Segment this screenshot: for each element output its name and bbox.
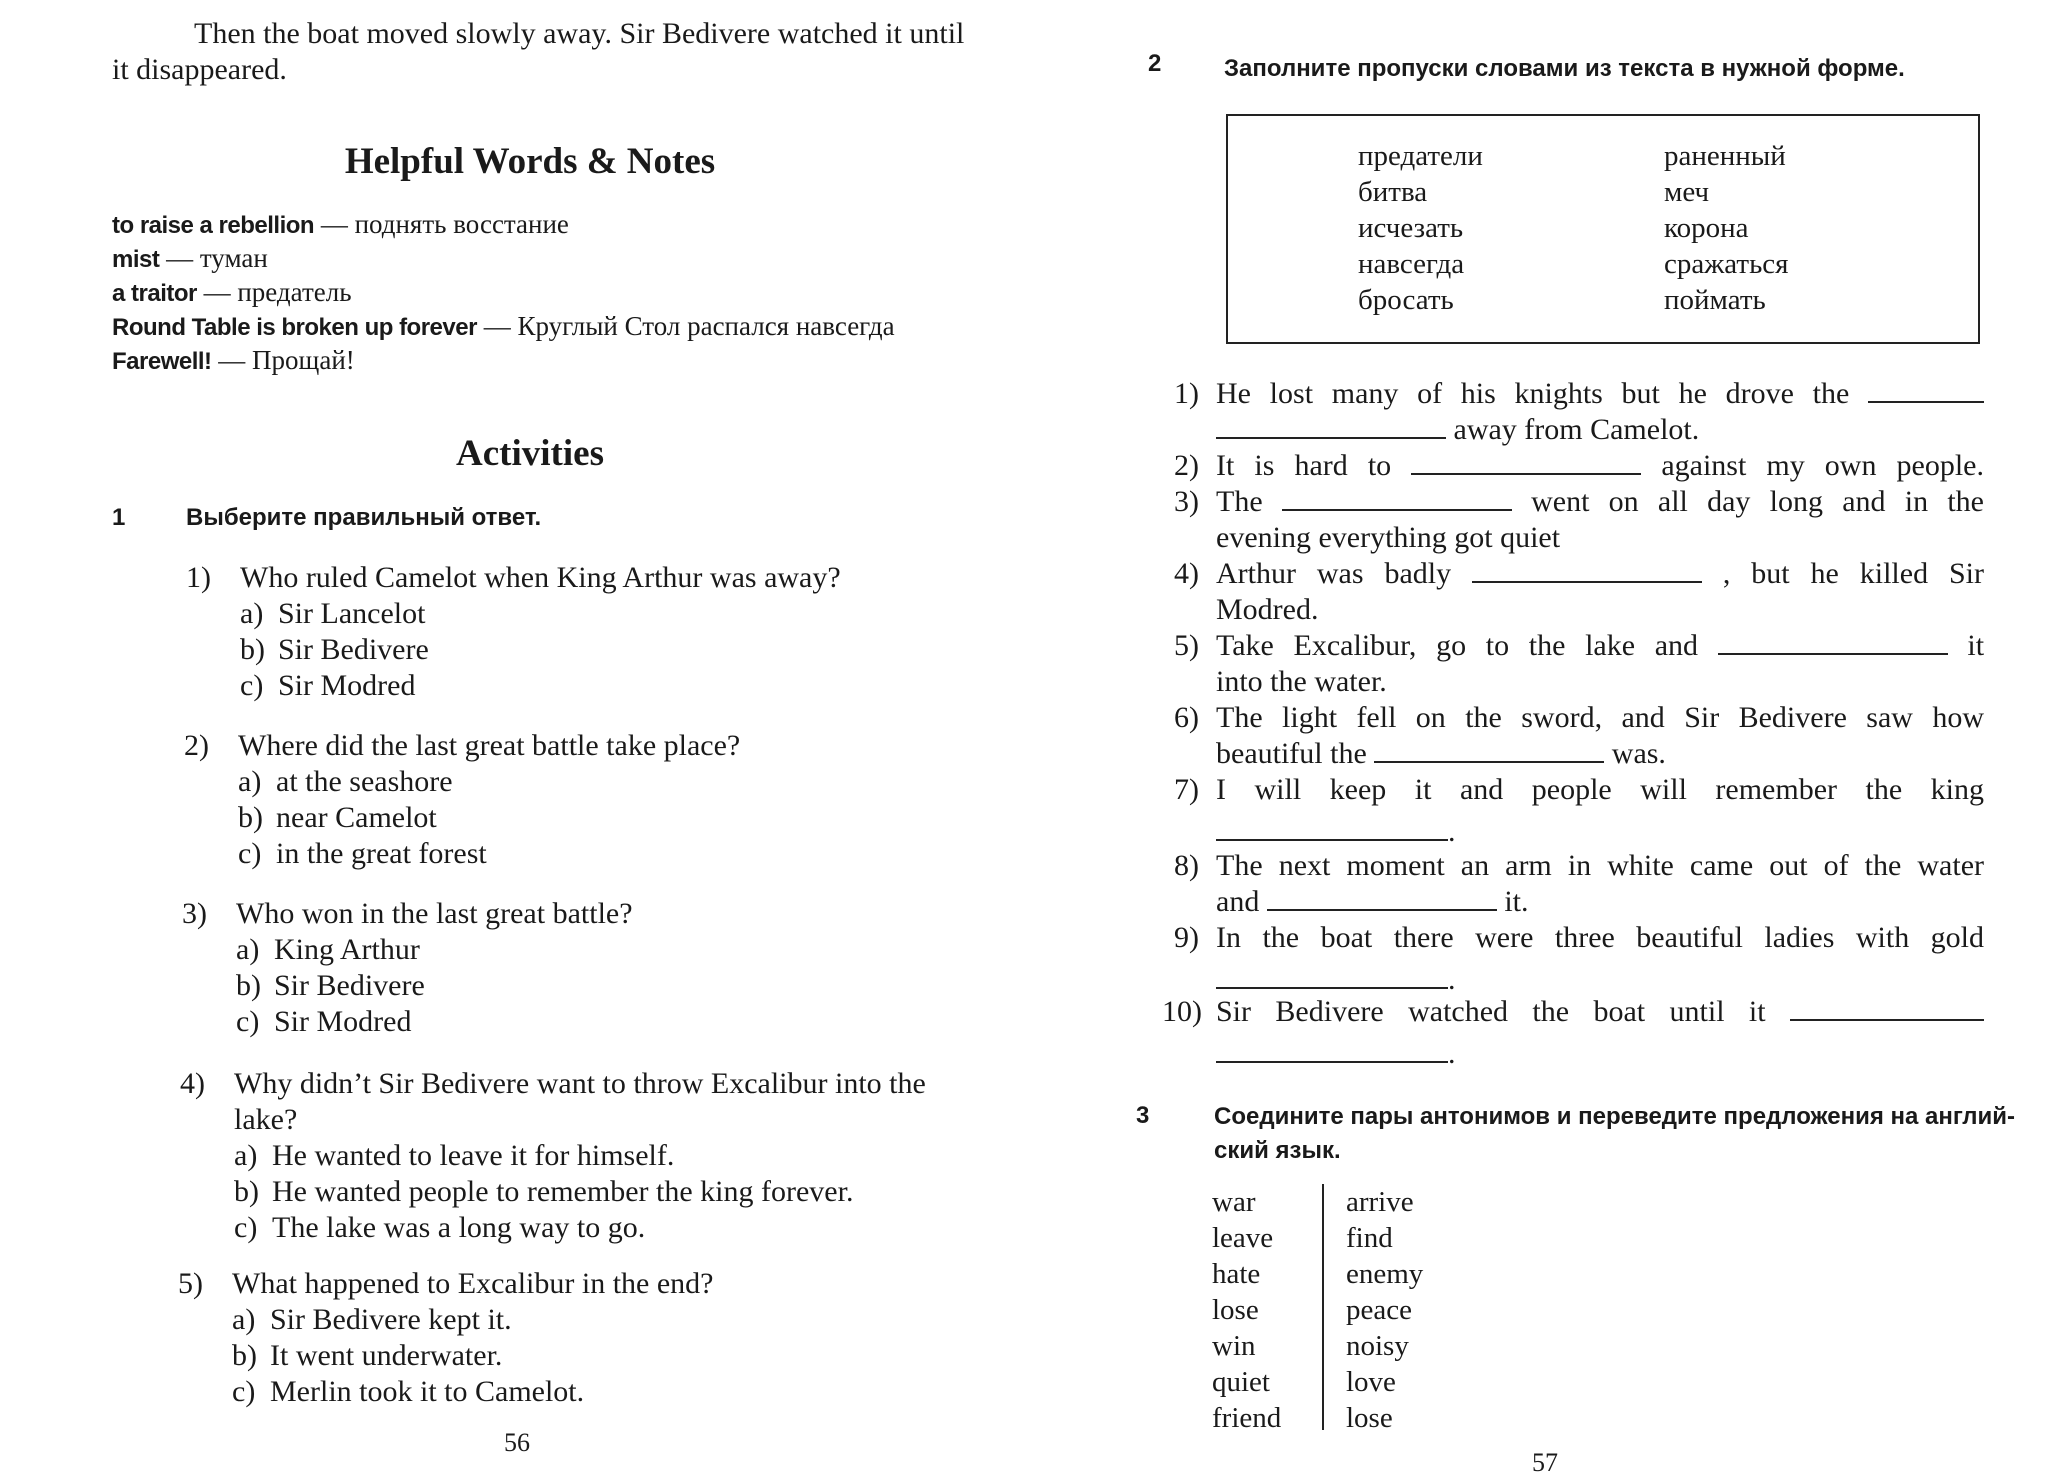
note-term: to raise a rebellion (112, 212, 315, 239)
note-translation: туман (199, 243, 268, 273)
item-line: In the boat there were three beautiful ladies with gold (1216, 921, 1984, 954)
answer-option (236, 932, 633, 968)
answer-option (240, 632, 841, 668)
word-item: навсегда (1358, 248, 1465, 280)
question (184, 728, 740, 872)
option-text: Sir Bedivere (274, 969, 425, 1002)
question-text: Why didn’t Sir Bedivere want to throw Excalibur into the (234, 1067, 926, 1100)
item-line (1216, 376, 1984, 412)
item-text: away from Camelot. (1453, 413, 1700, 446)
answer-blank[interactable] (1472, 559, 1702, 583)
fill-item (1174, 772, 1984, 850)
word-item: корона (1664, 212, 1749, 244)
item-text: He lost many of his knights but he drove the (1216, 377, 1850, 410)
item-text: Take Excalibur, go to the lake and (1216, 629, 1699, 662)
item-line: The next moment an arm in white came out of the water (1216, 849, 1984, 882)
fill-item (1174, 556, 1984, 628)
activities-heading: Activities (456, 433, 604, 474)
item-number: 9) (1174, 921, 1199, 954)
antonym-word: leave (1212, 1222, 1274, 1254)
item-text: and (1216, 885, 1260, 918)
note-translation: поднять восстание (354, 209, 569, 239)
word-item: поймать (1664, 284, 1766, 316)
option-letter: a) (234, 1139, 258, 1172)
answer-option (232, 1374, 713, 1410)
intro-line: Then the boat moved slowly away. Sir Bedivere watched it until (194, 17, 965, 50)
answer-blank[interactable] (1868, 379, 1984, 403)
task-instruction (1214, 1100, 2034, 1168)
item-text: . (1448, 963, 1456, 996)
item-number: 10) (1162, 995, 1202, 1028)
item-text: Sir Bedivere watched the boat until it (1216, 995, 1766, 1028)
note-separator: — (314, 209, 355, 239)
question-text: Who ruled Camelot when King Arthur was away? (240, 561, 841, 594)
answer-blank[interactable] (1411, 451, 1641, 475)
answer-blank[interactable] (1216, 1039, 1448, 1063)
option-text: Sir Modred (274, 1005, 412, 1038)
answer-option (234, 1138, 926, 1174)
fill-item (1174, 920, 1984, 998)
answer-option (234, 1210, 926, 1246)
option-text: Sir Bedivere kept it. (270, 1303, 512, 1336)
item-number: 8) (1174, 849, 1199, 882)
item-line: evening everything got quiet (1216, 521, 1561, 554)
antonym-word: lose (1212, 1294, 1259, 1326)
item-line (1216, 884, 1984, 920)
word-item: бросать (1358, 284, 1454, 316)
option-letter: c) (234, 1211, 258, 1244)
answer-option (236, 968, 633, 1004)
answer-option (232, 1302, 713, 1338)
item-line (1216, 628, 1984, 664)
note-item (112, 344, 1012, 378)
option-text: He wanted people to remember the king forever. (272, 1175, 854, 1208)
item-number: 3) (1174, 485, 1199, 518)
note-term: Round Table is broken up forever (112, 314, 477, 341)
item-number: 2) (1174, 449, 1199, 482)
option-letter: b) (234, 1175, 259, 1208)
note-translation: предатель (237, 277, 352, 307)
item-line (1216, 484, 1984, 520)
fill-item (1174, 848, 1984, 920)
question (178, 1266, 713, 1410)
item-text: was. (1611, 737, 1666, 770)
antonym-word: arrive (1346, 1186, 1414, 1218)
item-line (1216, 814, 1984, 850)
item-line: into the water. (1216, 665, 1387, 698)
task-instruction-line: ский язык. (1214, 1137, 1341, 1164)
option-letter: c) (232, 1375, 256, 1408)
option-letter: a) (238, 765, 262, 798)
task-instruction: Заполните пропуски словами из текста в нужной форме. (1224, 55, 1905, 82)
answer-blank[interactable] (1790, 997, 1984, 1021)
option-letter: c) (236, 1005, 260, 1038)
option-letter: b) (238, 801, 263, 834)
task-number: 1 (112, 504, 126, 531)
item-line: I will keep it and people will remember the king (1216, 773, 1984, 806)
item-number: 4) (1174, 557, 1199, 590)
note-separator: — (476, 311, 518, 341)
question-number: 1) (186, 561, 211, 594)
question-number: 2) (184, 729, 209, 762)
antonym-word: quiet (1212, 1366, 1270, 1398)
note-term: Farewell! (112, 348, 212, 375)
note-separator: — (211, 345, 253, 375)
fill-item (1162, 994, 1984, 1072)
right-page (1024, 0, 2048, 1482)
option-letter: b) (240, 633, 265, 666)
option-text: Sir Bedivere (278, 633, 429, 666)
intro-paragraph (112, 16, 972, 88)
note-term: a traitor (112, 280, 197, 307)
question (180, 1066, 926, 1246)
item-line (1216, 962, 1984, 998)
antonym-word: friend (1212, 1402, 1282, 1434)
answer-option (238, 800, 740, 836)
page-number: 56 (504, 1428, 530, 1457)
task-instruction-line: Соедините пары антонимов и переведите предложения на англий- (1214, 1103, 2016, 1130)
option-letter: a) (232, 1303, 256, 1336)
answer-option (234, 1174, 926, 1210)
word-item: сражаться (1664, 248, 1789, 280)
item-text: it. (1504, 885, 1529, 918)
note-term: mist (112, 246, 160, 273)
antonym-column (1346, 1184, 1423, 1436)
answer-blank[interactable] (1718, 631, 1948, 655)
item-line (1216, 556, 1984, 592)
antonym-word: find (1346, 1222, 1393, 1254)
fill-item (1174, 628, 1985, 700)
option-text: King Arthur (274, 933, 420, 966)
item-text: . (1448, 815, 1456, 848)
answer-blank[interactable] (1374, 739, 1604, 763)
option-text: Sir Modred (278, 669, 416, 702)
note-item (112, 310, 1012, 344)
item-text: It is hard to (1216, 449, 1392, 482)
antonym-column (1212, 1184, 1281, 1436)
item-text: beautiful the (1216, 737, 1367, 770)
item-text: it (1967, 629, 1985, 662)
option-letter: b) (232, 1339, 257, 1372)
page-number: 57 (1532, 1448, 1558, 1477)
antonym-word: war (1212, 1186, 1256, 1218)
option-text: He wanted to leave it for himself. (272, 1139, 675, 1172)
question-number: 3) (182, 897, 207, 930)
answer-option (240, 668, 841, 704)
item-number: 5) (1174, 629, 1199, 662)
item-line: Modred. (1216, 593, 1319, 626)
column-divider (1322, 1184, 1324, 1430)
note-translation: Круглый Стол распался навсегда (517, 311, 895, 341)
answer-option (238, 764, 740, 800)
item-line (1216, 448, 1984, 484)
item-line: The light fell on the sword, and Sir Bedivere saw how (1216, 701, 1984, 734)
option-text: The lake was a long way to go. (272, 1211, 646, 1244)
word-column (1358, 138, 1483, 318)
item-number: 7) (1174, 773, 1199, 806)
question (182, 896, 633, 1040)
question (186, 560, 841, 704)
fill-item (1174, 448, 1984, 484)
option-text: at the seashore (276, 765, 453, 798)
item-text: against my own people. (1661, 449, 1984, 482)
antonym-word: win (1212, 1330, 1256, 1362)
fill-item (1174, 700, 1984, 772)
item-line (1216, 736, 1984, 772)
fill-item (1174, 484, 1984, 556)
option-text: It went underwater. (270, 1339, 503, 1372)
question-text: What happened to Excalibur in the end? (232, 1267, 714, 1300)
option-text: Sir Lancelot (278, 597, 426, 630)
answer-blank[interactable] (1216, 817, 1448, 841)
word-column (1664, 138, 1789, 318)
question-number: 5) (178, 1267, 203, 1300)
notes-list (112, 208, 1012, 378)
option-letter: b) (236, 969, 261, 1002)
antonym-word: enemy (1346, 1258, 1424, 1290)
item-text: , but he killed Sir (1722, 557, 1984, 590)
answer-blank[interactable] (1216, 415, 1446, 439)
question-text: lake? (234, 1103, 298, 1136)
option-letter: c) (240, 669, 264, 702)
antonym-word: noisy (1346, 1330, 1409, 1362)
item-text: The (1216, 485, 1263, 518)
antonym-word: hate (1212, 1258, 1261, 1290)
word-item: раненный (1664, 140, 1786, 172)
item-line (1216, 1036, 1984, 1072)
item-number: 6) (1174, 701, 1199, 734)
answer-option (240, 596, 841, 632)
question-number: 4) (180, 1067, 205, 1100)
answer-option (232, 1338, 713, 1374)
task-instruction: Выберите правильный ответ. (186, 504, 542, 531)
task-number: 2 (1148, 50, 1162, 77)
option-letter: a) (240, 597, 264, 630)
fill-item (1174, 376, 1984, 448)
antonym-word: lose (1346, 1402, 1393, 1434)
answer-blank[interactable] (1216, 965, 1448, 989)
answer-blank[interactable] (1267, 887, 1497, 911)
item-text: . (1448, 1037, 1456, 1070)
note-separator: — (196, 277, 238, 307)
answer-blank[interactable] (1282, 487, 1512, 511)
word-item: битва (1358, 176, 1428, 208)
option-text: in the great forest (276, 837, 487, 870)
antonym-word: peace (1346, 1294, 1412, 1326)
option-letter: a) (236, 933, 260, 966)
note-item (112, 208, 1012, 242)
note-item (112, 242, 1012, 276)
word-item: исчезать (1358, 212, 1464, 244)
note-translation: Прощай! (252, 345, 355, 375)
intro-line: it disappeared. (112, 53, 287, 86)
task-number: 3 (1136, 1102, 1150, 1129)
antonym-word: love (1346, 1366, 1396, 1398)
word-item: меч (1664, 176, 1710, 208)
item-number: 1) (1174, 377, 1199, 410)
note-item (112, 276, 1012, 310)
option-text: Merlin took it to Camelot. (270, 1375, 585, 1408)
answer-option (238, 836, 740, 872)
option-letter: c) (238, 837, 262, 870)
note-separator: — (159, 243, 200, 273)
item-line (1216, 412, 1984, 448)
question-text: Who won in the last great battle? (236, 897, 633, 930)
item-text: Arthur was badly (1216, 557, 1452, 590)
item-text: went on all day long and in the (1531, 485, 1984, 518)
item-line (1216, 994, 1984, 1030)
notes-heading: Helpful Words & Notes (344, 141, 716, 182)
answer-option (236, 1004, 633, 1040)
word-item: предатели (1358, 140, 1483, 172)
question-text: Where did the last great battle take place? (238, 729, 741, 762)
word-box (1226, 114, 1980, 344)
option-text: near Camelot (276, 801, 437, 834)
